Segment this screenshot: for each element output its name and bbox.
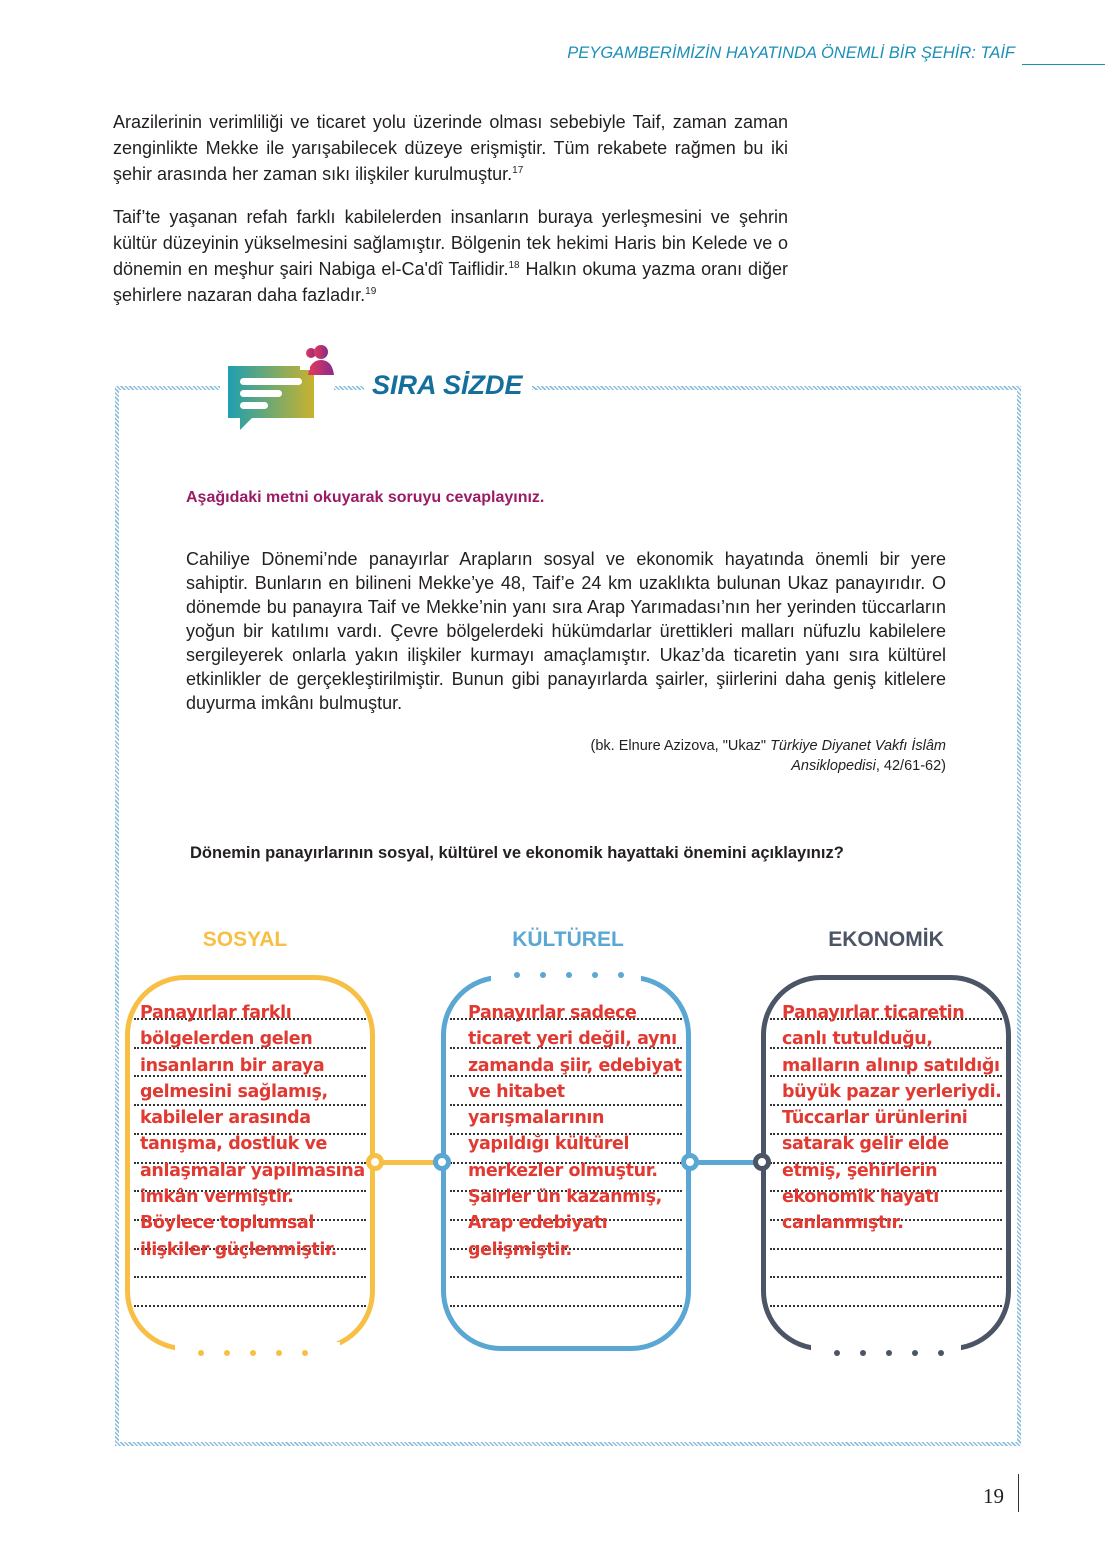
decorative-dot [302,1350,308,1356]
decorative-dot [834,1350,840,1356]
decorative-dot [860,1350,866,1356]
connector-node [753,1153,771,1171]
citation: (bk. Elnure Azizova, "Ukaz" Türkiye Diyanet Vakfı İslâm Ansiklopedisi, 42/61-62) [590,738,946,774]
answer-text[interactable]: Panayırlar ticaretin canlı tutulduğu, malların alınıp satıldığı büyük pazar yerleriydi. Tüccarlar ürünlerini satarak gelir elde etmiş, şehirlerin ekonomik hayatı canlanmıştır. [782,1003,1002,1234]
writing-line [770,1248,1002,1250]
decorative-dot [198,1350,204,1356]
writing-line [770,1305,1002,1307]
decorative-dot [566,972,572,978]
decorative-dot [276,1350,282,1356]
writing-line [134,1305,366,1307]
title-divider [536,386,1021,390]
header-rule [1022,64,1105,65]
connector-node [366,1153,384,1171]
footnote-ref: 18 [508,260,520,271]
answer-box-kulturel[interactable] [441,975,691,1351]
decorative-dot [618,972,624,978]
decorative-dot [224,1350,230,1356]
instruction: Aşağıdaki metni okuyarak soruyu cevaplayınız. [186,489,545,506]
answer-box-ekonomik[interactable] [761,975,1011,1351]
reading-text: Cahiliye Dönemi’nde panayırlar Arapların sosyal ve ekonomik hayatında önemli bir yere sahiptir. Bunların en bilineni Mekke’ye 48, Taif’e 24 km uzaklıkta bulunan Ukaz panayırıdır. O dönemde bu panayıra Taif ve Mekke’nin yanı sıra Arap Yarımadası’nın her yerinden tüccarların yoğun bir katılımı vardı. Çevre bölgelerdeki hükümdarlar ürettikleri malları nüfuzlu kabilelere sergileyerek onlarla yakın ilişkiler kurmayı amaçlamıştır. Ukaz’da ticaretin yanı sıra kültürel etkinlikler de gerçekleştirilmiştir. Bunun gibi panayırlarda şairler, şiirlerini daha geniş kitlelere duyurma imkânı bulmuştur. [186,549,946,713]
writing-line [770,1276,1002,1278]
running-header [0,42,1105,66]
column-title-kulturel: KÜLTÜREL [512,928,624,951]
paragraph-2: Taif’te yaşanan refah farklı kabilelerden insanların buraya yerleşmesini ve şehrin kültür düzeyinin yükselmesini sağlamıştır. Bölgenin tek hekimi Haris bin Kelede ve o dönemin en meşhur şairi Nabiga el-Ca'dî Taiflidir.$^{18}$ Halkın okuma yazma oranı diğer şehirlere nazaran daha fazladır.$^{19}$ [113,207,788,305]
activity-title: SIRA SİZDE [372,370,523,400]
decorative-dot [540,972,546,978]
decorative-dot [938,1350,944,1356]
paragraph-1: Arazilerinin verimliliği ve ticaret yolu üzerinde olması sebebiyle Taif, zaman zaman zenginlikte Mekke ile yarışabilecek düzeye erişmiştir. Tüm rekabete rağmen bu iki şehir arasında her zaman sıkı ilişkiler kurulmuştur.$^{17}$ [113,112,788,184]
answer-text[interactable]: Panayırlar farklı bölgelerden gelen insanların bir araya gelmesini sağlamış, kabileler arasında tanışma, dostluk ve anlaşmalar yapılmasına imkân vermiştir. Böylece toplumsal ilişkiler güçlenmiştir. [140,1003,365,1260]
connector [690,1160,762,1165]
decorative-dot [592,972,598,978]
question: Dönemin panayırlarının sosyal, kültürel ve ekonomik hayattaki önemini açıklayınız? [190,844,844,862]
connector-node [681,1153,699,1171]
connector-node [433,1153,451,1171]
page-number: 19 [983,1484,1004,1508]
answer-box-sosyal[interactable] [125,975,375,1351]
footnote-ref: 17 [512,165,524,176]
decorative-dot [912,1350,918,1356]
page-number-rule [1018,1474,1019,1512]
footnote-ref: 19 [365,286,377,297]
answer-text[interactable]: Panayırlar sadece ticaret yeri değil, aynı zamanda şiir, edebiyat ve hitabet yarışmalarının yapıldığı kültürel merkezler olmuştur. Şairler ün kazanmış, Arap edebiyatı gelişmiştir. [468,1003,682,1260]
title-divider [334,386,364,390]
column-title-sosyal: SOSYAL [202,928,288,951]
column-title-ekonomik: EKONOMİK [828,928,944,951]
speech-bubble-people-icon [226,340,336,432]
writing-line [450,1276,682,1278]
decorative-dot [250,1350,256,1356]
writing-line [134,1276,366,1278]
decorative-dot [886,1350,892,1356]
running-title: PEYGAMBERİMİZİN HAYATINDA ÖNEMLİ BİR ŞEHİR: TAİF [567,44,1015,62]
writing-line [450,1305,682,1307]
decorative-dot [514,972,520,978]
